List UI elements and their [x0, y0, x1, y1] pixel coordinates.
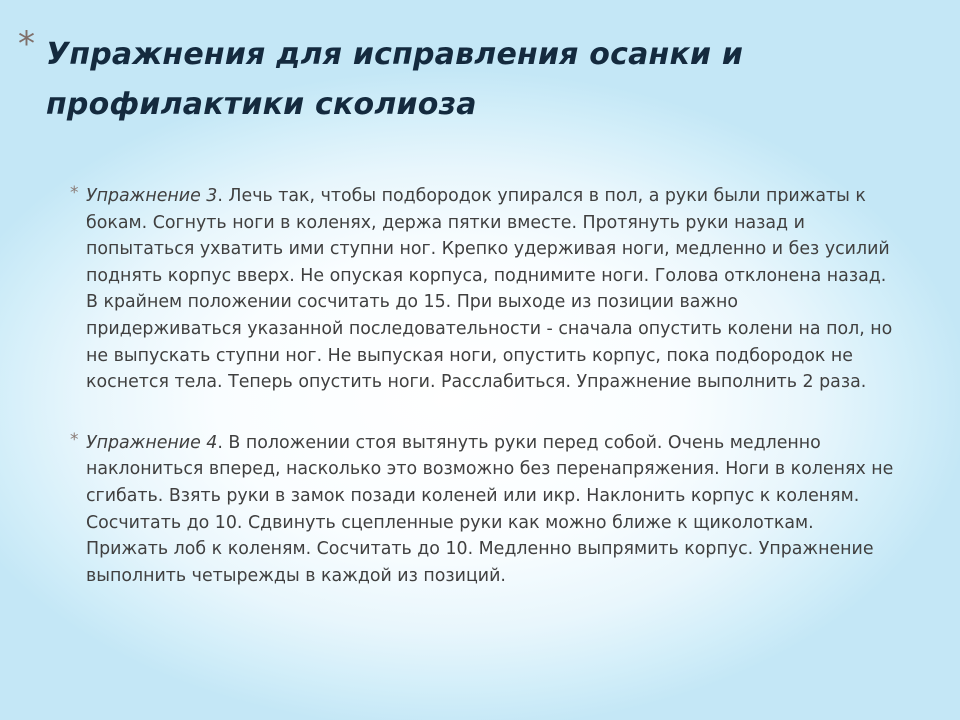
bullet-star-icon: * — [70, 429, 79, 450]
exercise-4-item — [64, 430, 894, 590]
exercise-3-item — [64, 183, 894, 396]
title-bullet-star-icon: * — [18, 24, 35, 64]
slide-title: Упражнения для исправления осанки и профилактики сколиоза — [46, 37, 744, 122]
exercise-4-label: Упражнение 4 — [86, 432, 218, 453]
exercise-3-text: . Лечь так, чтобы подбородок упирался в пол, а руки были прижаты к бокам. Согнуть ноги в коленях, держа пятки вместе. Протянуть руки назад и попытаться ухватить ими ступни ног. Крепко удерживая ноги, медленно и без усилий поднять корпус вверх. Не опуская корпуса, поднимите ноги. Голова отклонена назад. В крайнем положении сосчитать до 15. При выходе из позиции важно придерживаться указанной последовательности - сначала опустить колени на пол, но не выпускать ступни ног. Не выпуская ноги, опустить корпус, пока подбородок не коснется тела. Теперь опустить ноги. Расслабиться. Упражнение выполнить 2 раза. — [86, 186, 893, 393]
exercise-3-label: Упражнение 3 — [86, 186, 218, 206]
exercise-4-text: . В положении стоя вытянуть руки перед собой. Очень медленно наклониться вперед, насколько это возможно без перенапряжения. Ноги в коленях не сгибать. Взять руки в замок позади коленей или икр. Наклонить корпус к коленям. Сосчитать до 10. Сдвинуть сцепленные руки как можно ближе к щиколоткам. Прижать лоб к коленям. Сосчитать до 10. Медленно выпрямить корпус. Упражнение выполнить четырежды в каждой из позиций. — [86, 432, 894, 586]
exercise-list — [64, 183, 894, 589]
bullet-star-icon: * — [70, 183, 79, 203]
